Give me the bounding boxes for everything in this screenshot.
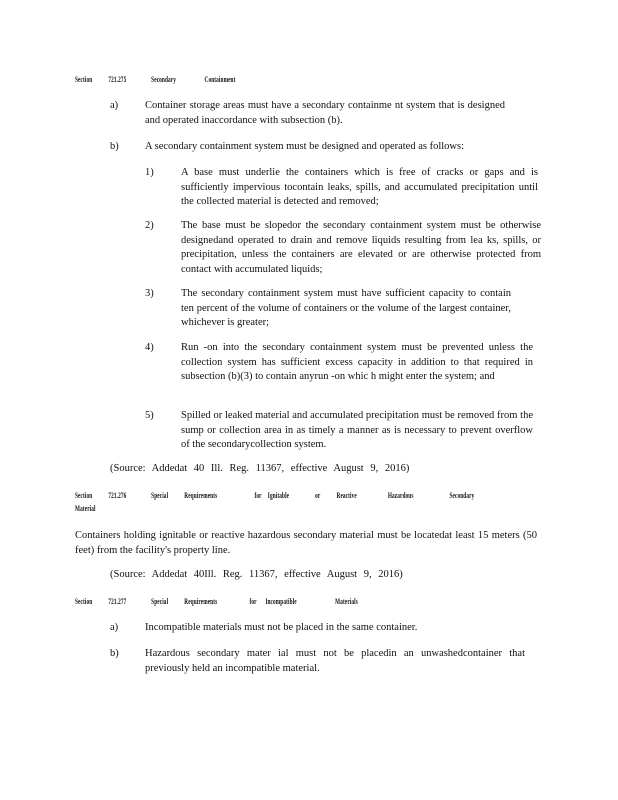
item-label-1: 1) — [145, 167, 154, 178]
item-label-2: 2) — [145, 220, 154, 231]
heading-word: Special — [151, 596, 169, 606]
heading-word: Reactive — [336, 490, 357, 500]
item-text-2: The base must be slopedor the secondary containment system must be otherwise designedand operated to drain and remove liquids resulting from lea ks, spills, or precipitation, unless the containers are elevated or are otherwise protected from contact with accumulated liquids; — [181, 220, 541, 275]
heading-word: 721.275 — [108, 74, 127, 84]
subsection-text-b: A secondary containment system must be designed and operated as follows: — [145, 141, 465, 152]
item-label-5: 5) — [145, 410, 154, 421]
heading-word: Secondary — [449, 490, 475, 500]
heading-word: Ignitable — [267, 490, 290, 500]
subsection-label-a-277: a) — [110, 622, 119, 633]
subsection-label-b-277: b) — [110, 648, 119, 659]
item-text-4: Run -on into the secondary containment system must be prevented unless the collection system has sufficient excess capacity in addition to that required in subsection (b)(3) to contain anyrun -on whic h might enter the system; and — [181, 342, 533, 382]
heading-word: Section — [75, 596, 93, 606]
subsection-text-a-277: Incompatible materials must not be placed in the same container. — [145, 622, 418, 633]
heading-word: for — [249, 596, 257, 606]
subsection-text-a: Container storage areas must have a secondary containme nt system that is designed and operated inaccordance with subsection (b). — [145, 100, 505, 126]
heading-word: Special — [151, 490, 169, 500]
heading-word: Requirements — [184, 490, 218, 500]
section-heading-721-276-cont: Material — [75, 503, 96, 513]
heading-word: Containment — [204, 74, 236, 84]
source-note-721-276: (Source: Addedat 40Ill. Reg. 11367, effective August 9, 2016) — [110, 569, 403, 580]
item-label-3: 3) — [145, 288, 154, 299]
heading-word: or — [315, 490, 321, 500]
heading-word: for — [254, 490, 262, 500]
heading-word: Secondary — [151, 74, 177, 84]
heading-word: 721.277 — [108, 596, 127, 606]
heading-word: Section — [75, 490, 93, 500]
item-label-4: 4) — [145, 342, 154, 353]
item-text-5: Spilled or leaked material and accumulated precipitation must be removed from the sump or collection area in as timely a manner as is necessary to prevent overflow of the secondarycollection system. — [181, 410, 533, 450]
section-heading-721-277 — [75, 596, 374, 606]
subsection-label-a: a) — [110, 100, 119, 111]
heading-word: Hazardous — [387, 490, 414, 500]
subsection-label-b: b) — [110, 141, 119, 152]
heading-word: Incompatible — [265, 596, 297, 606]
heading-word: Materials — [335, 596, 358, 606]
subsection-text-b-277: Hazardous secondary mater ial must not be placedin an unwashedcontainer that previously held an incompatible material. — [145, 648, 525, 674]
item-text-1: A base must underlie the containers which is free of cracks or gaps and is sufficiently impervious tocontain leaks, spills, and accumulated precipitation until the collected material is detected and removed; — [181, 167, 538, 207]
heading-word: Requirements — [184, 596, 218, 606]
heading-word: Section — [75, 74, 93, 84]
section-heading-721-276 — [75, 490, 490, 500]
section-heading-721-275 — [75, 74, 252, 84]
heading-word: 721.276 — [108, 490, 127, 500]
section-text-721-276: Containers holding ignitable or reactive hazardous secondary material must be locatedat least 15 meters (50 feet) from the facility's property line. — [75, 530, 537, 556]
item-text-3: The secondary containment system must have sufficient capacity to contain ten percent of the volume of containers or the volume of the largest container, whichever is greater; — [181, 288, 511, 328]
source-note-721-275: (Source: Addedat 40 Ill. Reg. 11367, effective August 9, 2016) — [110, 463, 410, 474]
